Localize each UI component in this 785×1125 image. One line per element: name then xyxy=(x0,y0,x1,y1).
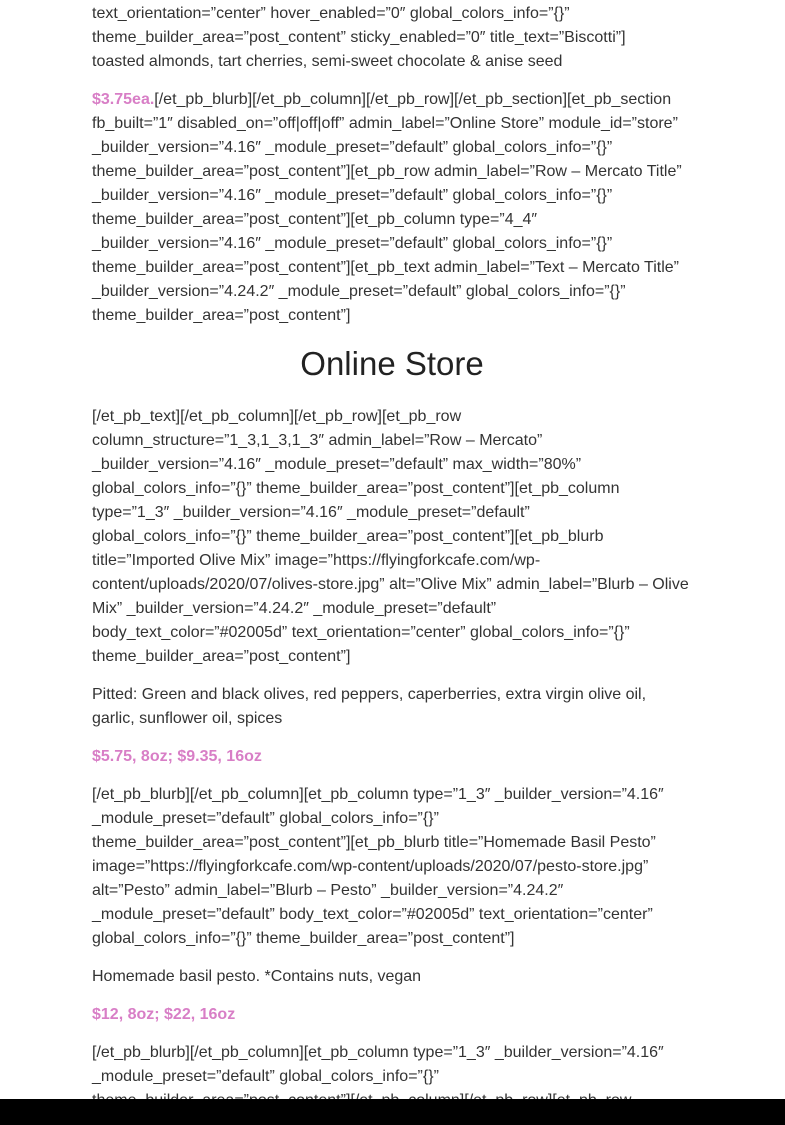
intro-line-2: theme_builder_area=”post_content” sticky_enabled=”0″ title_text=”Biscotti”] xyxy=(92,29,626,46)
intro-line-1: text_orientation=”center” hover_enabled=”0″ global_colors_info=”{}” xyxy=(92,5,570,22)
bottom-bar xyxy=(0,1099,785,1125)
tail-line-1: [/et_pb_blurb][/et_pb_column][et_pb_column type=”1_3″ _builder_version=”4.16″ xyxy=(92,1044,664,1061)
article-content xyxy=(92,2,692,1125)
online-store-heading: Online Store xyxy=(300,345,484,382)
intro-paragraph xyxy=(92,2,692,74)
pesto-description: Homemade basil pesto. *Contains nuts, vegan xyxy=(92,968,422,985)
intro-line-3: toasted almonds, tart cherries, semi-sweet chocolate & anise seed xyxy=(92,53,563,70)
pesto-shortcode: [/et_pb_blurb][/et_pb_column][et_pb_column type=”1_3″ _builder_version=”4.16″ _module_preset=”default” global_colors_info=”{}” theme_builder_area=”post_content”][et_pb_blurb title=”Homemade Basil Pesto” image=”https://flyingforkcafe.com/wp-content/uploads/2020/07/pesto-store.jpg” alt=”Pesto” admin_label=”Blurb – Pesto” _builder_version=”4.24.2″ _module_preset=”default” body_text_color=”#02005d” text_orientation=”center” global_colors_info=”{}” theme_builder_area=”post_content”] xyxy=(92,786,664,947)
biscotti-shortcode: [/et_pb_blurb][/et_pb_column][/et_pb_row][/et_pb_section][et_pb_section fb_built=”1″ disabled_on=”off|off|off” admin_label=”Online Store” module_id=”store” _builder_version=”4.16″ _module_preset=”default” global_colors_info=”{}” theme_builder_area=”post_content”][et_pb_row admin_label=”Row – Mercato Title” _builder_version=”4.16″ _module_preset=”default” global_colors_info=”{}” theme_builder_area=”post_content”][et_pb_column type=”4_4″ _builder_version=”4.16″ _module_preset=”default” global_colors_info=”{}” theme_builder_area=”post_content”][et_pb_text admin_label=”Text – Mercato Title” _builder_version=”4.24.2″ _module_preset=”default” global_colors_info=”{}” theme_builder_area=”post_content”] xyxy=(92,91,682,324)
olive-price: $5.75, 8oz; $9.35, 16oz xyxy=(92,748,262,765)
tail-line-2: _module_preset=”default” global_colors_info=”{}” xyxy=(92,1068,439,1085)
olive-shortcode: [/et_pb_text][/et_pb_column][/et_pb_row][et_pb_row column_structure=”1_3,1_3,1_3″ admin_label=”Row – Mercato” _builder_version=”4.16″ _module_preset=”default” max_width=”80%” global_colors_info=”{}” theme_builder_area=”post_content”][et_pb_column type=”1_3″ _builder_version=”4.16″ _module_preset=”default” global_colors_info=”{}” theme_builder_area=”post_content”][et_pb_blurb title=”Imported Olive Mix” image=”https://flyingforkcafe.com/wp-content/uploads/2020/07/olives-store.jpg” alt=”Olive Mix” admin_label=”Blurb – Olive Mix” _builder_version=”4.24.2″ _module_preset=”default” body_text_color=”#02005d” text_orientation=”center” global_colors_info=”{}” theme_builder_area=”post_content”] xyxy=(92,408,689,665)
biscotti-price: $3.75ea. xyxy=(92,91,155,108)
pesto-price: $12, 8oz; $22, 16oz xyxy=(92,1006,236,1023)
olive-description: Pitted: Green and black olives, red peppers, caperberries, extra virgin olive oil, garlic, sunflower oil, spices xyxy=(92,686,647,727)
biscotti-paragraph xyxy=(92,88,692,328)
